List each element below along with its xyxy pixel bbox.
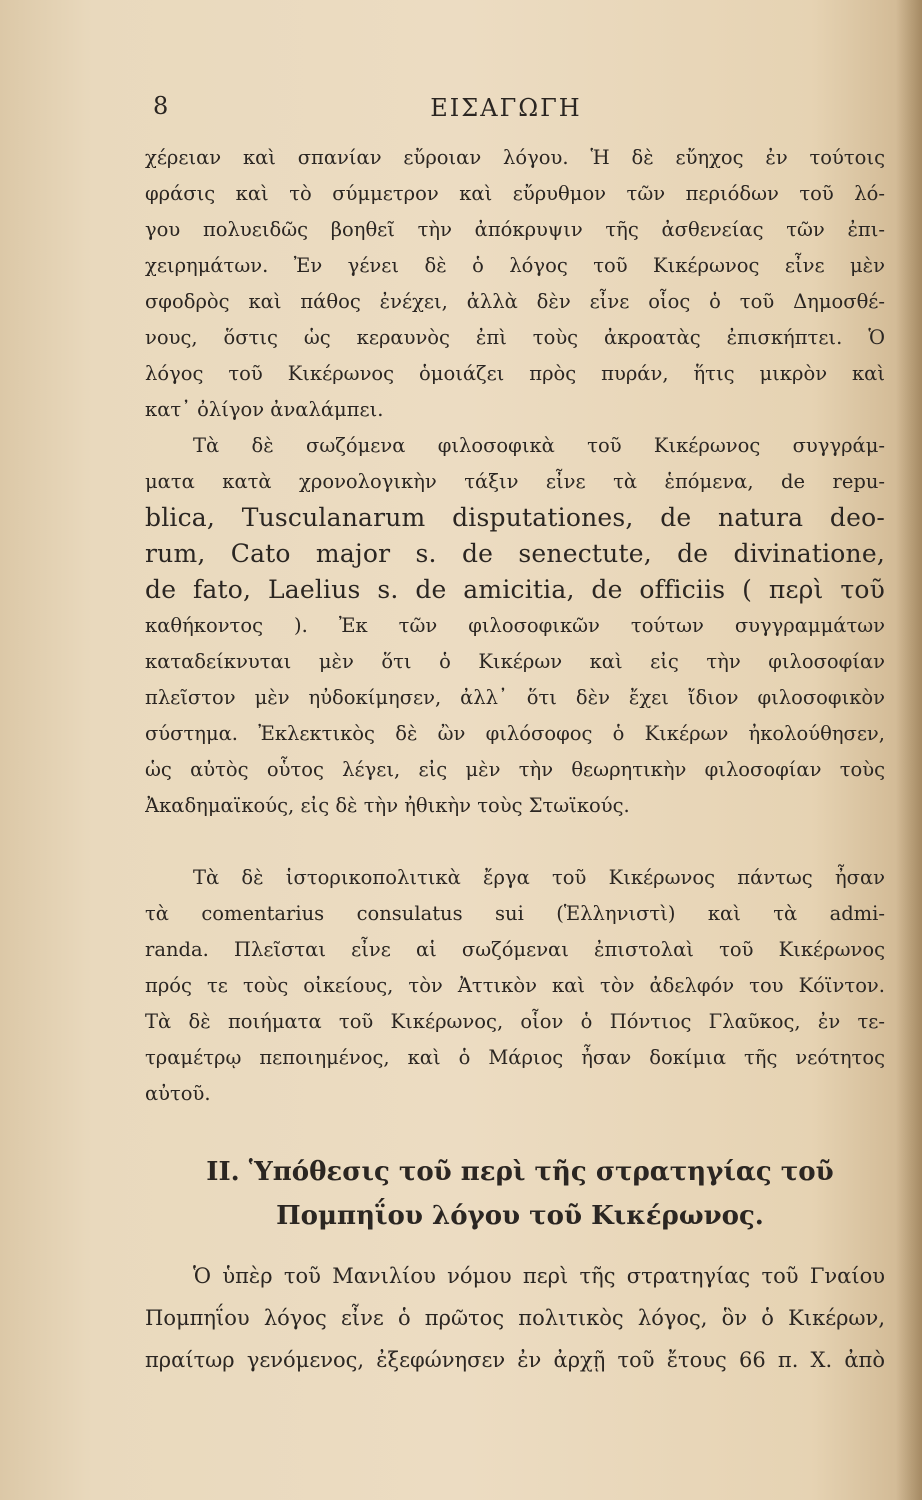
text-line: σύστημα. Ἐκλεκτικὸς δὲ ὢν φιλόσοφος ὁ Κικέρων ἠκολούθησεν, <box>145 722 885 745</box>
text-line: νους, ὅστις ὡς κεραυνὸς ἐπὶ τοὺς ἀκροατὰς ἐπισκήπτει. Ὁ <box>145 326 885 349</box>
text-line: τὰ comentarius consulatus sui (Ἑλληνιστὶ) καὶ τὰ admi- <box>145 902 885 925</box>
text-line: blica, Tusculanarum disputationes, de natura deo- <box>145 503 885 532</box>
text-line: ματα κατὰ χρονολογικὴν τάξιν εἶνε τὰ ἑπόμενα, de repu- <box>145 470 885 493</box>
paragraph-3 <box>145 860 885 1112</box>
running-head: ΕΙΣΑΓΩΓΗ <box>430 94 582 122</box>
page-number: 8 <box>153 92 169 120</box>
text-line: randa. Πλεῖσται εἶνε αἱ σωζόμεναι ἐπιστολαὶ τοῦ Κικέρωνος <box>145 938 885 961</box>
text-line: πλεῖστον μὲν ηὐδοκίμησεν, ἀλλ᾽ ὅτι δὲν ἔχει ἴδιον φιλοσοφικὸν <box>145 686 885 709</box>
section-heading <box>170 1150 870 1238</box>
text-line: καθήκοντος ). Ἐκ τῶν φιλοσοφικῶν τούτων συγγραμμάτων <box>145 614 885 637</box>
text-line: Ὁ ὑπὲρ τοῦ Μανιλίου νόμου περὶ τῆς στρατηγίας τοῦ Γναίου <box>193 1264 885 1288</box>
text-line: Τὰ δὲ σωζόμενα φιλοσοφικὰ τοῦ Κικέρωνος συγγράμ- <box>193 434 885 457</box>
text-line: χέρειαν καὶ σπανίαν εὔροιαν λόγου. Ἡ δὲ εὔηχος ἐν τούτοις <box>145 146 885 169</box>
section-heading-line: Πομπηΐου λόγου τοῦ Κικέρωνος. <box>276 1201 764 1231</box>
text-line: Ἀκαδημαϊκούς, εἰς δὲ τὴν ἠθικὴν τοὺς Στωϊκούς. <box>145 794 630 817</box>
paragraph-1 <box>145 140 885 428</box>
text-line: πρός τε τοὺς οἰκείους, τὸν Ἀττικὸν καὶ τὸν ἀδελφόν του Κόϊντον. <box>145 974 885 997</box>
paragraph-2 <box>145 428 885 824</box>
text-line: γου πολυειδῶς βοηθεῖ τὴν ἀπόκρυψιν τῆς ἀσθενείας τῶν ἐπι- <box>145 218 885 241</box>
text-line: τραμέτρῳ πεποιημένος, καὶ ὁ Μάριος ἦσαν δοκίμια τῆς νεότητος <box>145 1046 885 1069</box>
text-line: κατ᾽ ὀλίγον ἀναλάμπει. <box>145 398 384 421</box>
page-edge-shadow <box>896 0 922 1500</box>
text-line: πραίτωρ γενόμενος, ἐξεφώνησεν ἐν ἀρχῇ τοῦ ἔτους 66 π. Χ. ἀπὸ <box>145 1348 885 1372</box>
page-header <box>145 92 867 132</box>
text-line: Πομπηΐου λόγος εἶνε ὁ πρῶτος πολιτικὸς λόγος, ὃν ὁ Κικέρων, <box>145 1306 885 1330</box>
text-line: φράσις καὶ τὸ σύμμετρον καὶ εὔρυθμον τῶν περιόδων τοῦ λό- <box>145 182 885 205</box>
text-line: σφοδρὸς καὶ πάθος ἐνέχει, ἀλλὰ δὲν εἶνε οἷος ὁ τοῦ Δημοσθέ- <box>145 290 885 313</box>
section-heading-line: II. Ὑπόθεσις τοῦ περὶ τῆς στρατηγίας τοῦ <box>206 1157 834 1187</box>
text-line: χειρημάτων. Ἐν γένει δὲ ὁ λόγος τοῦ Κικέρωνος εἶνε μὲν <box>145 254 885 277</box>
text-line: rum, Cato major s. de senectute, de divinatione, <box>145 539 885 568</box>
text-line: λόγος τοῦ Κικέρωνος ὁμοιάζει πρὸς πυράν, ἥτις μικρὸν καὶ <box>145 362 885 385</box>
text-line: Τὰ δὲ ἱστορικοπολιτικὰ ἔργα τοῦ Κικέρωνος πάντως ἦσαν <box>193 866 885 889</box>
text-line: αὐτοῦ. <box>145 1082 211 1105</box>
text-line: ὡς αὐτὸς οὗτος λέγει, εἰς μὲν τὴν θεωρητικὴν φιλοσοφίαν τοὺς <box>145 758 885 781</box>
text-line: καταδείκνυται μὲν ὅτι ὁ Κικέρων καὶ εἰς τὴν φιλοσοφίαν <box>145 650 885 673</box>
paragraph-4 <box>145 1255 885 1381</box>
text-line: Τὰ δὲ ποιήματα τοῦ Κικέρωνος, οἷον ὁ Πόντιος Γλαῦκος, ἐν τε- <box>145 1010 885 1033</box>
text-line: de fato, Laelius s. de amicitia, de officiis ( περὶ τοῦ <box>145 575 885 604</box>
